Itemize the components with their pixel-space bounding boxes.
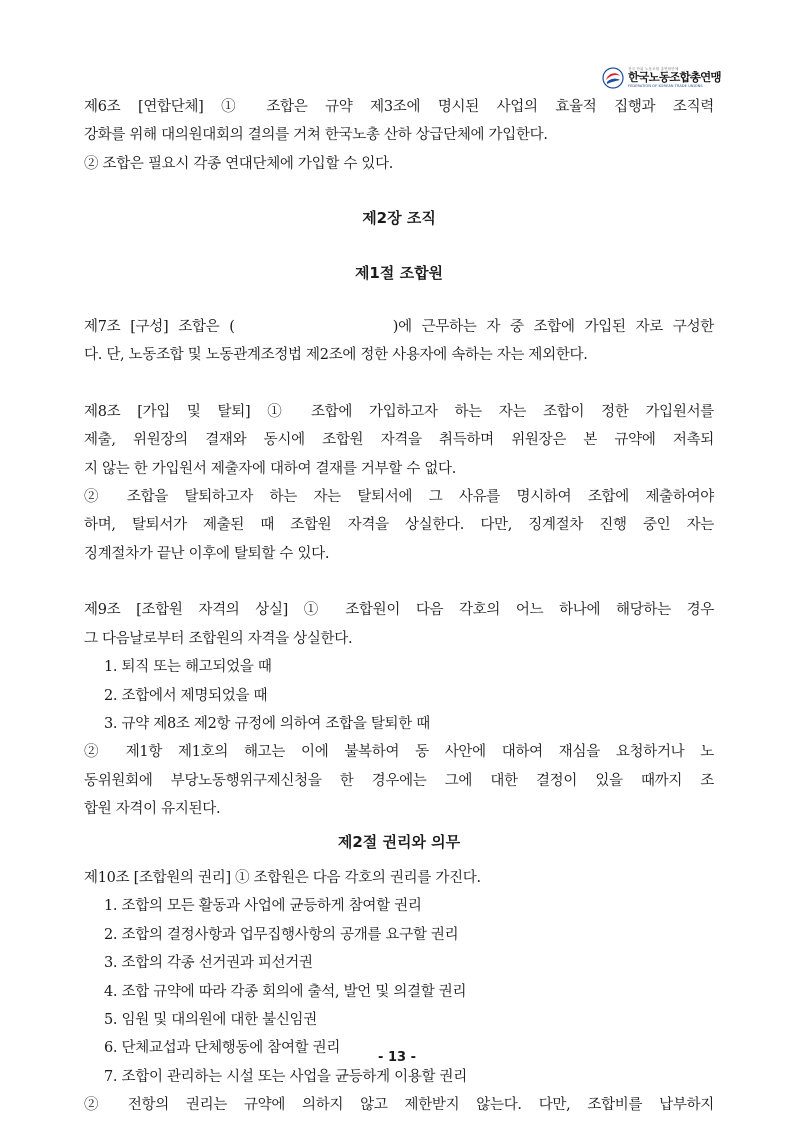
- fktu-emblem-icon: [602, 67, 624, 89]
- article-6: [84, 93, 714, 178]
- article-6-paragraph-2: ② 조합은 필요시 각종 연대단체에 가입할 수 있다.: [84, 155, 394, 172]
- article-9-item-list: [84, 653, 714, 738]
- document-body: [84, 93, 714, 1120]
- article-8-line-3: 지 않는 한 가입원서 제출자에 대하여 결재를 거부할 수 없다.: [84, 460, 457, 477]
- article-8: [84, 398, 714, 568]
- list-item: 2. 조합에서 제명되었을 때: [104, 687, 268, 704]
- article-7-line-1: 제7조 [구성] 조합은 ( )에 근무하는 자 중 조합에 가입된 자로 구성한: [84, 319, 714, 336]
- article-10: [84, 864, 714, 1120]
- logo-tagline: 전국 단위 노동조합 총연합단체: [628, 66, 679, 71]
- article-9-paragraph-2-line-1: ② 제1항 제1호의 해고는 이에 불복하여 동 사안에 대하여 재심을 요청하거나 노: [84, 744, 714, 761]
- list-item: 5. 임원 및 대의원에 대한 불신임권: [104, 1011, 317, 1028]
- list-item: 6. 단체교섭과 단체행동에 참여할 권리: [104, 1040, 341, 1057]
- article-8-line-4: ② 조합을 탈퇴하고자 하는 자는 탈퇴서에 그 사유를 명시하여 조합에 제출하여야: [84, 489, 714, 506]
- article-10-paragraph-2-line-1: ② 전항의 권리는 규약에 의하지 않고 제한받지 않는다. 다만, 조합비를 납부하지: [84, 1097, 714, 1114]
- logo-name: 한국노동조합총연맹: [628, 70, 721, 85]
- article-9-paragraph-2-line-3: 합원 자격이 유지된다.: [84, 801, 221, 818]
- article-9-line-2: 그 다음날로부터 조합원의 자격을 상실한다.: [84, 630, 353, 647]
- article-6-line-1: 제6조 [연합단체] ① 조합은 규약 제3조에 명시된 사업의 효율적 집행과 조직력: [84, 99, 714, 115]
- article-9: [84, 596, 714, 823]
- article-8-line-6: 징계절차가 끝난 이후에 탈퇴할 수 있다.: [84, 545, 330, 562]
- section-2-heading: 제2절 권리와 의무: [337, 832, 461, 851]
- list-item: 3. 규약 제8조 제2항 규정에 의하여 조합을 탈퇴한 때: [104, 715, 430, 732]
- article-7-line-2: 다. 단, 노동조합 및 노동관계조정법 제2조에 정한 사용자에 속하는 자는 제외한다.: [84, 347, 588, 364]
- article-9-line-1: 제9조 [조합원 자격의 상실] ① 조합원이 다음 각호의 어느 하나에 해당하는 경우: [84, 602, 714, 619]
- logo-english-name: FEDERATION OF KOREAN TRADE UNIONS: [628, 83, 703, 88]
- list-item: 1. 퇴직 또는 해고되었을 때: [104, 659, 272, 676]
- list-item: 1. 조합의 모든 활동과 사업에 균등하게 참여할 권리: [104, 898, 422, 915]
- article-7: [84, 313, 714, 370]
- article-9-paragraph-2-line-2: 동위원회에 부당노동행위구제신청을 한 경우에는 그에 대한 결정이 있을 때까지 조: [84, 772, 714, 789]
- article-10-line-1: 제10조 [조합원의 권리] ① 조합원은 다음 각호의 권리를 가진다.: [84, 869, 481, 886]
- article-8-line-2: 제출, 위원장의 결재와 동시에 조합원 자격을 취득하며 위원장은 본 규약에 저촉되: [84, 432, 714, 449]
- section-1-heading: 제1절 조합원: [354, 263, 444, 282]
- list-item: 7. 조합이 관리하는 시설 또는 사업을 균등하게 이용할 권리: [104, 1068, 467, 1085]
- list-item: 2. 조합의 결정사항과 업무집행사항의 공개를 요구할 권리: [104, 926, 459, 943]
- article-8-line-5: 하며, 탈퇴서가 제출된 때 조합원 자격을 상실한다. 다만, 징계절차 진행 중인 자는: [84, 517, 714, 534]
- page-number: - 13 -: [378, 1050, 416, 1065]
- list-item: 4. 조합 규약에 따라 각종 회의에 출석, 발언 및 의결할 권리: [104, 983, 467, 1000]
- list-item: 3. 조합의 각종 선거권과 피선거권: [104, 955, 313, 972]
- chapter-heading: 제2장 조직: [362, 209, 436, 228]
- spacer: [84, 370, 714, 398]
- fktu-logo: [602, 64, 720, 92]
- article-6-line-2: 강화를 위해 대의원대회의 결의를 거쳐 한국노총 산하 상급단체에 가입한다.: [84, 127, 548, 144]
- spacer: [84, 568, 714, 596]
- article-8-line-1: 제8조 [가입 및 탈퇴] ① 조합에 가입하고자 하는 자는 조합이 정한 가입원서를: [84, 403, 714, 420]
